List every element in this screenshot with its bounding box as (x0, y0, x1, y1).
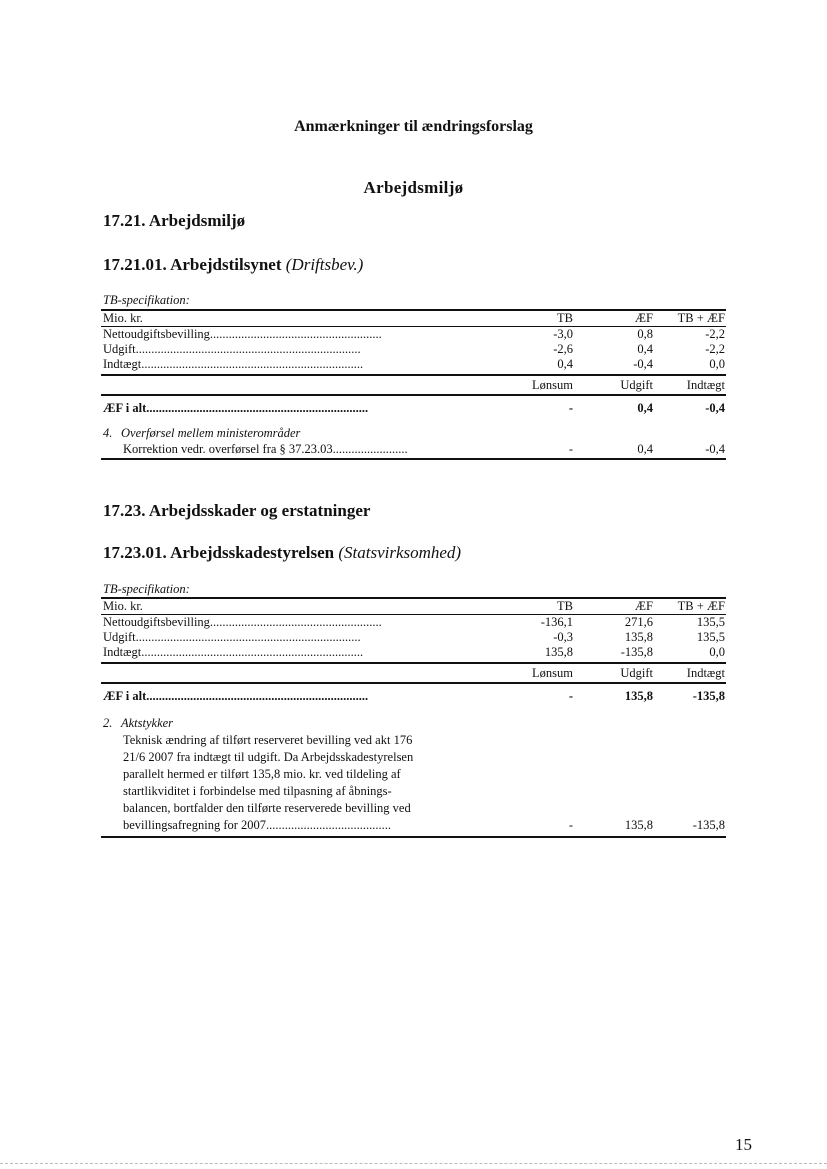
table-rule (101, 836, 726, 838)
note-lonsum: - (568, 818, 573, 832)
header-aef: ÆF (634, 599, 653, 613)
note-line: 21/6 2007 fra indtægt til udgift. Da Arbejdsskadestyrelsen (123, 750, 414, 764)
row-label: Udgift........................................................................ (103, 342, 361, 356)
table-rule (101, 458, 726, 460)
subsection-type: (Statsvirksomhed) (338, 543, 462, 562)
row-tb-aef: 0,0 (709, 645, 725, 659)
note-line: bevillingsafregning for 2007........................................ (123, 818, 392, 832)
row-label: Indtægt....................................................................... (103, 645, 364, 659)
table-subheader-row (101, 376, 726, 394)
total-row (101, 396, 726, 420)
note-label: Korrektion vedr. overførsel fra § 37.23.03........................ (123, 442, 408, 456)
row-tb-aef: 135,5 (696, 615, 725, 629)
table-row (101, 327, 726, 342)
note-title: Aktstykker (121, 716, 174, 730)
total-label: ÆF i alt....................................................................... (103, 401, 369, 415)
row-tb: -0,3 (553, 630, 573, 644)
header-lonsum: Lønsum (532, 378, 573, 392)
header-tb: TB (557, 599, 573, 613)
row-tb: 135,8 (544, 645, 573, 659)
subsection-title: Arbejdstilsynet (170, 255, 282, 274)
total-udgift: 135,8 (624, 689, 653, 703)
table-row (101, 342, 726, 357)
note-line: balancen, bortfalder den tilførte reserverede bevilling ved (123, 801, 411, 815)
note-line: Teknisk ændring af tilført reserveret bevilling ved akt 176 (123, 733, 413, 747)
table-header-row (101, 311, 726, 326)
total-indtaegt: -0,4 (705, 401, 725, 415)
section-heading-17-23 (103, 501, 370, 521)
row-aef: 135,8 (624, 630, 653, 644)
note-body (101, 732, 726, 834)
total-indtaegt: -135,8 (692, 689, 725, 703)
chapter-title: Arbejdsmiljø (363, 178, 464, 197)
section-title: Arbejdsskader og erstatninger (148, 501, 371, 520)
row-tb-aef: 135,5 (696, 630, 725, 644)
row-tb: -3,0 (553, 327, 573, 341)
note-row (101, 442, 726, 457)
tb-table-2 (101, 597, 726, 838)
subsection-number: 17.23.01. (103, 543, 167, 562)
document-title: Anmærkninger til ændringsforslag (294, 118, 533, 135)
total-row (101, 684, 726, 708)
subsection-type: (Driftsbev.) (285, 255, 364, 274)
header-label: Mio. kr. (103, 311, 143, 325)
header-udgift: Udgift (620, 666, 653, 680)
note-number: 2. (103, 716, 113, 730)
tb-spec-caption: TB-specifikation: (103, 293, 190, 307)
row-tb-aef: -2,2 (705, 342, 725, 356)
note-heading (101, 714, 726, 732)
header-tb: TB (557, 311, 573, 325)
note-heading (101, 424, 726, 442)
header-udgift: Udgift (620, 378, 653, 392)
note-indtaegt: -0,4 (705, 442, 725, 456)
total-lonsum: - (568, 689, 573, 703)
note-udgift: 0,4 (637, 442, 653, 456)
note-title: Overførsel mellem ministerområder (121, 426, 301, 440)
row-tb: -2,6 (553, 342, 573, 356)
subsection-number: 17.21.01. (103, 255, 167, 274)
total-lonsum: - (568, 401, 573, 415)
row-label: Udgift........................................................................ (103, 630, 361, 644)
table-header-row (101, 599, 726, 614)
row-aef: -0,4 (633, 357, 653, 371)
header-tb-aef: TB + ÆF (677, 599, 725, 613)
note-number: 4. (103, 426, 113, 440)
note-line: startlikviditet i forbindelse med tilpasning af åbnings- (123, 784, 392, 798)
tb-spec-caption: TB-specifikation: (103, 582, 190, 596)
table-row (101, 615, 726, 630)
row-tb-aef: 0,0 (709, 357, 725, 371)
section-number: 17.23. (103, 501, 146, 520)
note-lonsum: - (568, 442, 573, 456)
table-row (101, 630, 726, 645)
row-label: Nettoudgiftsbevilling....................................................... (103, 615, 382, 629)
note-text (123, 732, 483, 834)
row-aef: 0,4 (637, 342, 653, 356)
row-tb: 0,4 (557, 357, 573, 371)
table-row (101, 645, 726, 660)
header-label: Mio. kr. (103, 599, 143, 613)
subsection-heading-17-21-01 (103, 255, 363, 275)
page-number: 15 (735, 1135, 752, 1154)
header-lonsum: Lønsum (532, 666, 573, 680)
row-tb: -136,1 (540, 615, 573, 629)
tb-table-1 (101, 309, 726, 460)
subsection-title: Arbejdsskadestyrelsen (170, 543, 335, 562)
row-label: Nettoudgiftsbevilling....................................................... (103, 327, 382, 341)
section-number: 17.21. (103, 211, 146, 230)
row-aef: 0,8 (637, 327, 653, 341)
note-udgift: 135,8 (624, 818, 653, 832)
subsection-heading-17-23-01 (103, 543, 461, 563)
scan-edge-line (0, 1163, 827, 1165)
header-tb-aef: TB + ÆF (677, 311, 725, 325)
section-title: Arbejdsmiljø (148, 211, 246, 230)
section-heading-17-21 (103, 211, 245, 231)
row-aef: 271,6 (624, 615, 653, 629)
row-label: Indtægt....................................................................... (103, 357, 364, 371)
note-indtaegt: -135,8 (692, 818, 725, 832)
row-aef: -135,8 (620, 645, 653, 659)
note-line: parallelt hermed er tilført 135,8 mio. kr. ved tildeling af (123, 767, 401, 781)
table-subheader-row (101, 664, 726, 682)
header-indtaegt: Indtægt (686, 666, 725, 680)
row-tb-aef: -2,2 (705, 327, 725, 341)
header-indtaegt: Indtægt (686, 378, 725, 392)
total-udgift: 0,4 (637, 401, 653, 415)
header-aef: ÆF (634, 311, 653, 325)
total-label: ÆF i alt....................................................................... (103, 689, 369, 703)
table-row (101, 357, 726, 372)
